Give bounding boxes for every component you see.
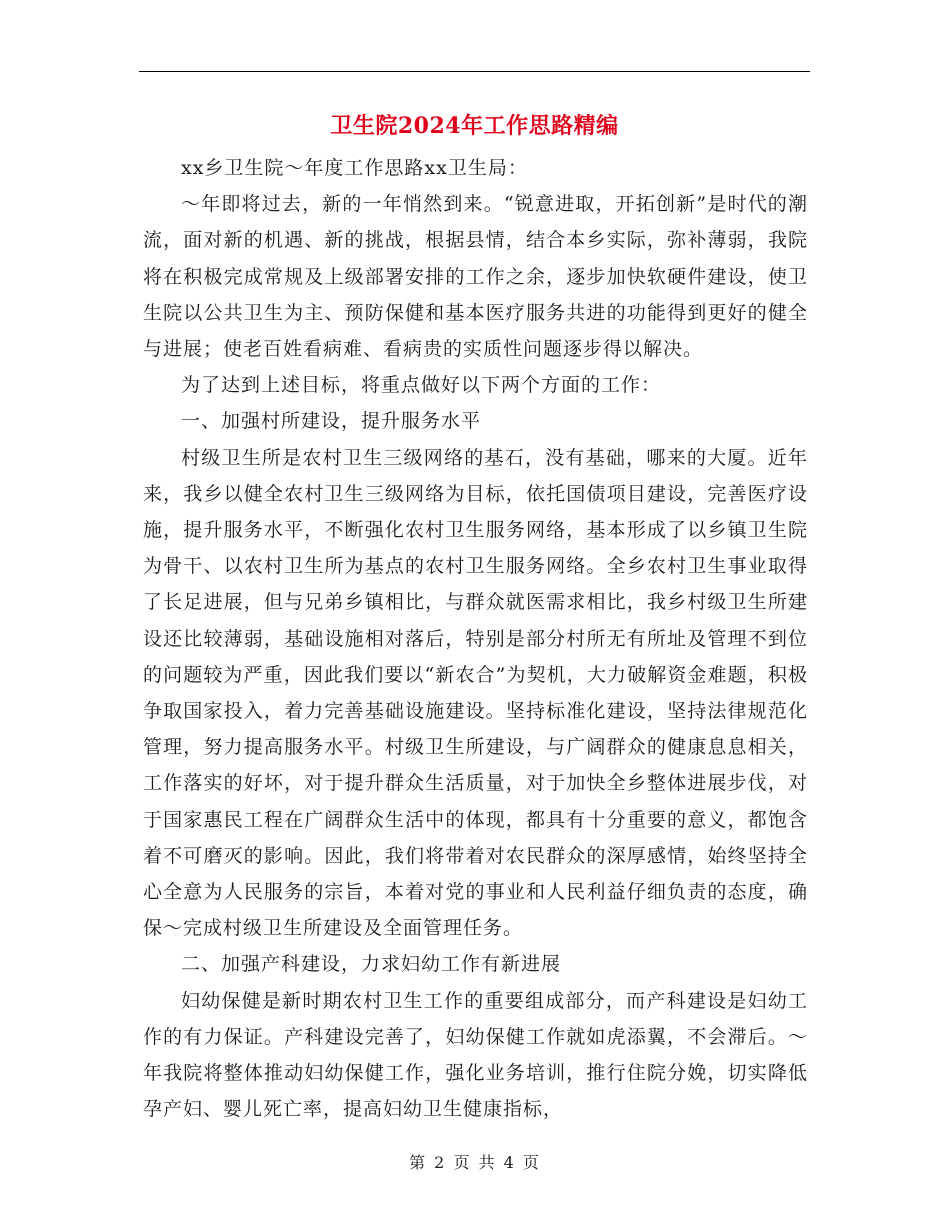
paragraph-salutation: xx乡卫生院～年度工作思路xx卫生局： — [181, 157, 528, 179]
document-title: 卫生院2024年工作思路精编 — [330, 113, 619, 139]
paragraph-intro: ～年即将过去，新的一年悄然到来。“锐意进取，开拓创新”是时代的潮流，面对新的机遇、新的挑战，根据县情，结合本乡实际，弥补薄弱，我院将在积极完成常规及上级部署安排的工作之余，逐步加快软硬件建设，使卫生院以公共卫生为主、预防保健和基本医疗服务共进的功能得到更好的健全与进展；使老百姓看病难、看病贵的实质性问题逐步得以解决。 — [143, 193, 808, 361]
document-body — [143, 150, 808, 1127]
paragraph-goal: 为了达到上述目标，将重点做好以下两个方面的工作： — [181, 374, 662, 397]
section-heading-1: 一、加强村所建设，提升服务水平 — [181, 410, 482, 433]
section-heading-2: 二、加强产科建设，力求妇幼工作有新进展 — [181, 953, 562, 976]
page-footer — [0, 1152, 950, 1174]
page-number: 第 2 页 共 4 页 — [409, 1153, 541, 1172]
paragraph-section-2: 妇幼保健是新时期农村卫生工作的重要组成部分，而产科建设是妇幼工作的有力保证。产科建设完善了，妇幼保健工作就如虎添翼，不会滞后。～年我院将整体推动妇幼保健工作，强化业务培训，推行住院分娩，切实降低孕产妇、婴儿死亡率，提高妇幼卫生健康指标， — [143, 989, 808, 1121]
header-rule — [139, 71, 810, 72]
paragraph-section-1: 村级卫生所是农村卫生三级网络的基石，没有基础，哪来的大厦。近年来，我乡以健全农村卫生三级网络为目标，依托国债项目建设，完善医疗设施，提升服务水平，不断强化农村卫生服务网络，基本形成了以乡镇卫生院为骨干、以农村卫生所为基点的农村卫生服务网络。全乡农村卫生事业取得了长足进展，但与兄弟乡镇相比，与群众就医需求相比，我乡村级卫生所建设还比较薄弱，基础设施相对落后，特别是部分村所无有所址及管理不到位的问题较为严重，因此我们要以“新农合”为契机，大力破解资金难题，积极争取国家投入，着力完善基础设施建设。坚持标准化建设，坚持法律规范化管理，努力提高服务水平。村级卫生所建设，与广阔群众的健康息息相关，工作落实的好坏，对于提升群众生活质量，对于加快全乡整体进展步伐，对于国家惠民工程在广阔群众生活中的体现，都具有十分重要的意义，都饱含着不可磨灭的影响。因此，我们将带着对农民群众的深厚感情，始终坚持全心全意为人民服务的宗旨，本着对党的事业和人民利益仔细负责的态度，确保～完成村级卫生所建设及全面管理任务。 — [143, 446, 808, 940]
